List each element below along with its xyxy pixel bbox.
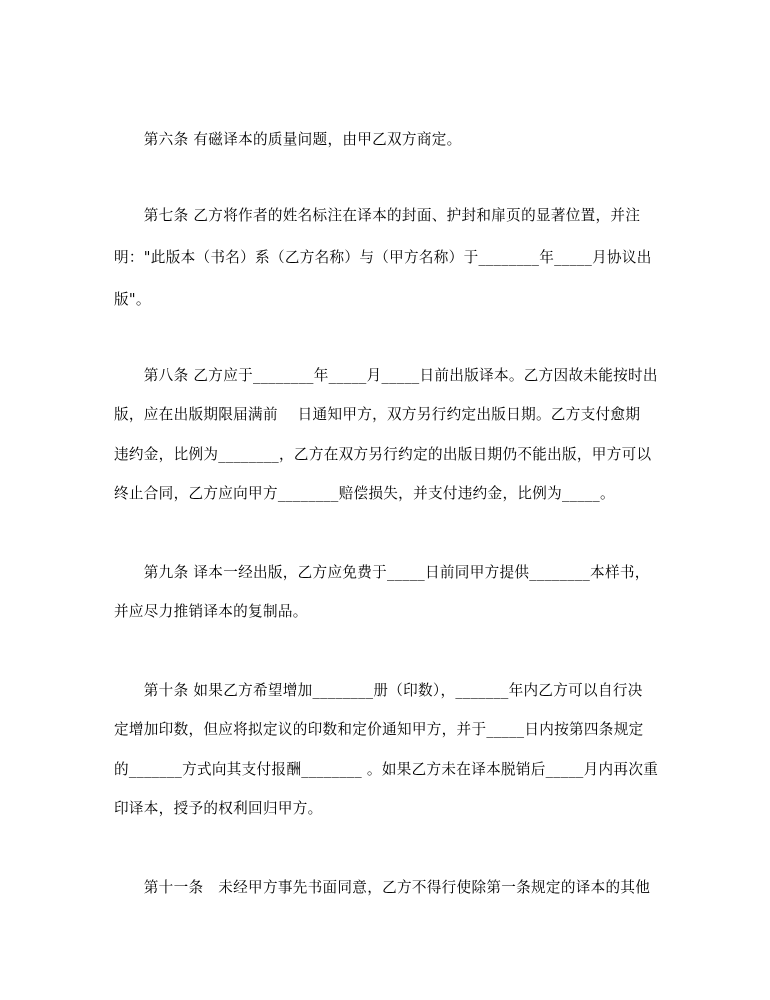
article-10-line-3: 的_______方式向其支付报酬________ 。如果乙方未在译本脱销后_____月内再次重 [114,761,659,778]
article-8-line-2: 版，应在出版期限届满前 日通知甲方，双方另行约定出版日期。乙方支付愈期 [114,406,641,423]
article-9-line-2: 并应尽力推销译本的复制品。 [114,603,308,620]
article-10-line-2: 定增加印数，但应将拟定议的印数和定价通知甲方，并于_____日内按第四条规定 [114,721,644,738]
article-8-line-3: 违约金，比例为________，乙方在双方另行约定的出版日期仍不能出版，甲方可以 [114,446,652,463]
article-9-line-1: 第九条 译本一经出版，乙方应免费于_____日前同甲方提供________本样书， [114,564,650,581]
article-8-line-4: 终止合同，乙方应向甲方________赔偿损失，并支付违约金，比例为_____。 [114,485,615,502]
article-7-line-3: 版"。 [114,291,151,308]
article-6-line-1: 第六条 有磁译本的质量问题，由甲乙双方商定。 [114,131,462,148]
article-8-line-1: 第八条 乙方应于________年_____月_____日前出版译本。乙方因故未能按时出 [114,367,658,384]
article-7-line-2: 明："此版本（书名）系（乙方名称）与（甲方名称）于________年_____月协议出 [114,249,652,266]
article-7-line-1: 第七条 乙方将作者的姓名标注在译本的封面、护封和扉页的显著位置，并注 [114,207,641,224]
article-10-line-4: 印译本，授予的权利回归甲方。 [114,800,323,817]
article-11-line-1: 第十一条 未经甲方事先书面同意，乙方不得行使除第一条规定的译本的其他 [114,879,651,896]
article-10-line-1: 第十条 如果乙方希望增加________册（印数），_______年内乙方可以自行决 [114,682,643,699]
